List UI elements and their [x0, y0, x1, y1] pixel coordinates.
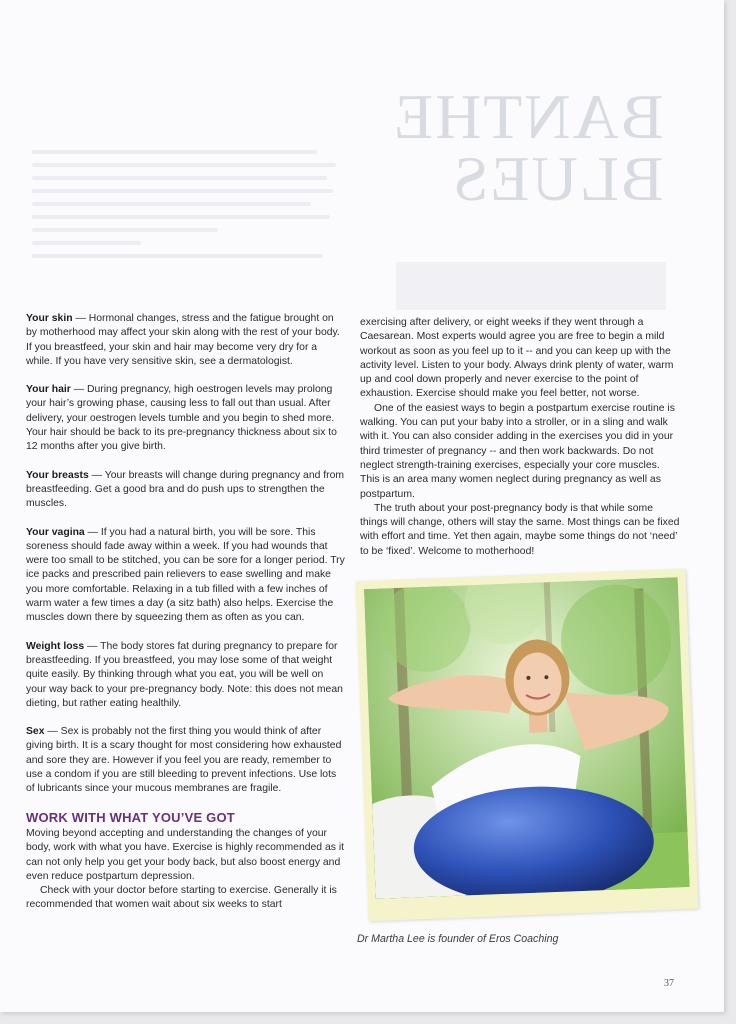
exercise-photo [364, 577, 690, 899]
paragraph-walking: One of the easiest ways to begin a postpartum exercise routine is walking. You can put your baby into a stroller, or in a sling and walk with it. You can also consider adding in the exercises you did in your third trimester of pregnancy -- and then work backwards. Do not neglect strength-training exercises, especially your core muscles. This is an area many women neglect during pregnancy as well as postpartum. [360, 402, 675, 500]
vagina-text: — If you had a natural birth, you will be sore. This soreness should fade away within a week. If you had wounds that were too small to be stitched, you can be sore for a longer period. Try ice packs and prescribed pain relievers to ease swelling and make you more comfortable. Relaxing in a tub filled with a few inches of warm water a few times a day (a sitz bath) also helps. Exercise the muscles down there by squeezing them as often as you can. [26, 526, 345, 624]
paragraph-exercise: exercising after delivery, or eight weeks if they went through a Caesarean. Most experts would agree you are free to begin a mild workout as soon as you feel up to it -- and you can keep up with the activity level. Listen to your body. Always drink plenty of water, warm up and cool down properly and never exercise to the point of exhaustion. Exercise should make you feel better, not worse. [360, 317, 674, 400]
hair-text: — During pregnancy, high oestrogen levels may prolong your hair’s growing phase, causing less to fall out than usual. After delivery, your oestrogen levels tumble and you begin to shed more. Your hair should be back to its pre-pregnancy thickness about six to 12 months after you give birth. [26, 384, 337, 453]
hair-label: Your hair [26, 384, 71, 396]
breasts-label: Your breasts [26, 469, 89, 481]
paragraph-hair [26, 383, 346, 454]
weight-loss-label: Weight loss [26, 640, 85, 652]
paragraph-breasts [26, 469, 346, 512]
vagina-label: Your vagina [26, 526, 85, 538]
skin-text: — Hormonal changes, stress and the fatigue brought on by motherhood may affect your skin along with the rest of your body. If you breastfeed, your skin and hair may become very dry for a while. If you have very sensitive skin, see a dermatologist. [26, 313, 340, 367]
skin-label: Your skin [26, 313, 73, 324]
photo-caption: Dr Martha Lee is founder of Eros Coaching [357, 933, 559, 945]
left-column [26, 312, 346, 913]
paragraph-skin [26, 312, 346, 369]
show-through-text [32, 150, 342, 267]
section-heading: WORK WITH WHAT YOU’VE GOT [26, 809, 235, 825]
paragraph-weight-loss [26, 640, 346, 711]
show-through-title: BANTHE BLUES [392, 81, 664, 214]
paragraph-vagina [26, 526, 346, 626]
sex-label: Sex [26, 726, 45, 738]
right-column [360, 316, 682, 559]
photo-frame [356, 569, 699, 921]
paragraph-sex [26, 725, 346, 796]
weight-loss-text: — The body stores fat during pregnancy to prepare for breastfeeding. If you breastfeed, you may lose some of that weight quite easily. By thinking through what you eat, you will be well on your way back to your pre-pregnancy body. Note: this does not mean dieting, but rather eating healthily. [26, 640, 343, 709]
woman-on-exercise-ball-illustration [364, 577, 690, 899]
paragraph-work-1: Moving beyond accepting and understanding the changes of your body, work with what you have. Exercise is highly recommended as it can not only help you get your body back, but also boost energy and even reduce postpartum depression. [26, 827, 345, 882]
paragraph-truth: The truth about your post-pregnancy body is that while some things will change, others will stay the same. Most things can be fixed with effort and time. Yet then again, maybe some things do not ‘need’ to be ‘fixed’. Welcome to motherhood! [360, 502, 680, 557]
show-through-box [396, 262, 666, 310]
sex-text: — Sex is probably not the first thing you would think of after giving birth. It is a scary thought for most considering how exhausted and sore they are. However if you feel you are ready, remember to use a condom if you are still bleeding to prevent infections. Use lots of lubricants since your mucous membranes are fragile. [26, 726, 342, 795]
page-number: 37 [664, 978, 674, 989]
paragraph-work-2: Check with your doctor before starting to exercise. Generally it is recommended that women wait about six weeks to start [26, 885, 337, 911]
breasts-text: — Your breasts will change during pregnancy and from breastfeeding. Get a good bra and do push ups to strengthen the muscles. [26, 469, 345, 510]
